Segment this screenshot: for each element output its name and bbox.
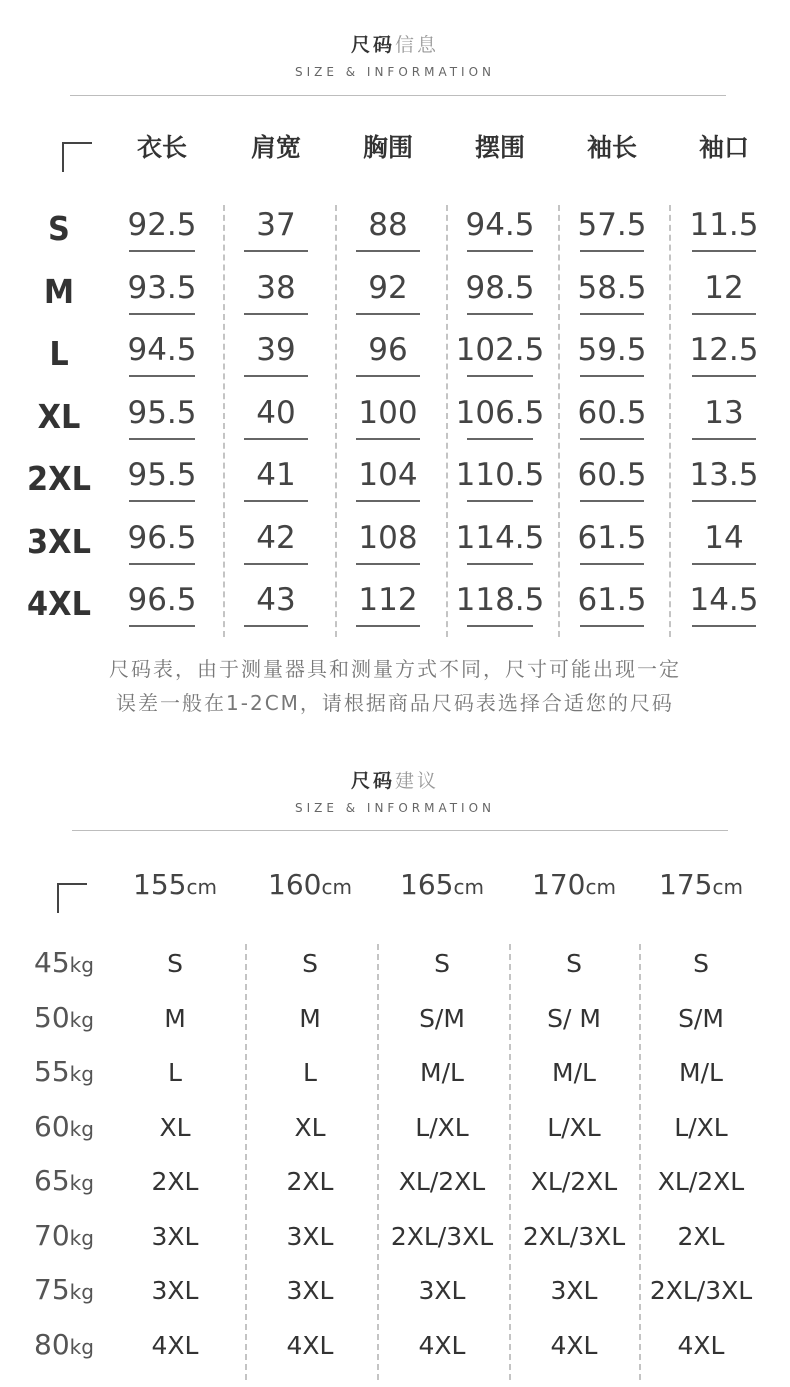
weight-label	[18, 1055, 110, 1088]
value-underline	[692, 438, 756, 440]
height-header	[508, 868, 640, 901]
value-underline	[129, 250, 195, 252]
weight-label	[18, 1328, 110, 1361]
value-underline	[244, 500, 308, 502]
recommended-size: 2XL	[151, 1167, 199, 1196]
recommended-size: 4XL	[151, 1330, 199, 1360]
measurement-value: 57.5	[577, 207, 647, 243]
value-underline	[580, 500, 644, 502]
weight-unit: kg	[69, 1007, 94, 1032]
height-unit: cm	[585, 875, 616, 899]
recommended-size: L/XL	[547, 1112, 601, 1142]
column-header: 肩宽	[250, 133, 301, 162]
measurement-value: 110.5	[455, 457, 545, 493]
measurement-value: 108	[358, 519, 418, 556]
recommended-size: 3XL	[286, 1221, 334, 1251]
measurement-value: 37	[256, 207, 296, 243]
value-underline	[244, 313, 308, 315]
measurement-value: 104	[358, 457, 418, 493]
recommended-size: M	[164, 1003, 186, 1033]
measurement-value: 13.5	[689, 457, 759, 493]
recommended-size: 2XL	[286, 1167, 334, 1196]
recommended-size: 3XL	[418, 1276, 466, 1305]
value-underline	[129, 563, 195, 565]
value-underline	[580, 625, 644, 627]
measurement-value: 59.5	[577, 332, 647, 368]
section-divider	[72, 830, 728, 831]
value-underline	[129, 313, 195, 315]
recommended-size: S/ M	[547, 1003, 601, 1033]
recommended-size: XL	[294, 1112, 326, 1142]
value-underline	[356, 438, 420, 440]
recommended-size: S/M	[678, 1003, 724, 1033]
corner-marker	[57, 883, 87, 913]
value-underline	[356, 313, 420, 315]
value-underline	[356, 500, 420, 502]
value-underline	[356, 250, 420, 252]
section-title-light: 建议	[395, 770, 440, 792]
size-suggestion-header	[0, 766, 790, 815]
measurement-value: 43	[256, 582, 296, 618]
recommended-size: 3XL	[286, 1276, 334, 1305]
recommended-size: S/M	[419, 1003, 465, 1033]
recommended-size: 4XL	[286, 1330, 334, 1360]
measurement-value: 96	[368, 332, 408, 368]
measurement-note	[0, 652, 790, 720]
height-value: 170	[532, 868, 586, 901]
weight-value: 80	[34, 1327, 70, 1361]
recommended-size: S	[167, 949, 183, 978]
value-underline	[580, 375, 644, 377]
measurement-value: 14.5	[689, 582, 759, 618]
value-underline	[467, 625, 533, 627]
value-underline	[129, 438, 195, 440]
section-subtitle: SIZE & INFORMATION	[294, 65, 496, 79]
size-label: 3XL	[27, 521, 91, 561]
recommended-size: XL/2XL	[398, 1167, 486, 1196]
weight-unit: kg	[69, 1062, 94, 1086]
recommended-size: XL	[159, 1112, 191, 1142]
recommended-size: M/L	[552, 1058, 596, 1087]
size-label: 4XL	[27, 584, 91, 623]
measurement-value: 13	[704, 394, 744, 431]
recommended-size: 3XL	[550, 1276, 598, 1305]
value-underline	[244, 438, 308, 440]
value-underline	[467, 375, 533, 377]
height-unit: cm	[712, 875, 743, 899]
value-underline	[244, 250, 308, 252]
measurement-value: 61.5	[577, 582, 647, 618]
section-title	[0, 766, 790, 793]
measurement-value: 118.5	[455, 582, 545, 618]
value-underline	[467, 438, 533, 440]
measurement-value: 114.5	[455, 519, 545, 556]
measurement-value: 96.5	[127, 519, 197, 556]
weight-value: 55	[34, 1055, 70, 1088]
value-underline	[692, 500, 756, 502]
weight-label	[18, 1001, 110, 1034]
section-divider	[70, 95, 726, 96]
measurement-value: 93.5	[127, 269, 197, 306]
measurement-value: 40	[256, 394, 296, 431]
recommended-size: 4XL	[677, 1330, 725, 1360]
value-underline	[692, 563, 756, 565]
measurement-value: 98.5	[465, 269, 535, 306]
height-unit: cm	[321, 875, 352, 899]
recommended-size: S	[434, 949, 450, 978]
value-underline	[467, 313, 533, 315]
value-underline	[580, 313, 644, 315]
recommended-size: 3XL	[151, 1276, 199, 1305]
measurement-value: 12.5	[689, 332, 759, 368]
value-underline	[580, 250, 644, 252]
measurement-value: 60.5	[577, 457, 647, 493]
recommended-size: 3XL	[151, 1221, 199, 1251]
value-underline	[356, 625, 420, 627]
measurement-value: 14	[704, 519, 744, 556]
measurement-value: 11.5	[689, 207, 759, 243]
measurement-value: 92	[368, 269, 408, 306]
column-header: 袖口	[698, 133, 749, 162]
measurement-value: 94.5	[465, 207, 535, 243]
measurement-value: 95.5	[127, 394, 197, 431]
recommended-size: L/XL	[674, 1112, 728, 1142]
value-underline	[692, 250, 756, 252]
weight-value: 60	[34, 1109, 70, 1143]
weight-unit: kg	[69, 1334, 94, 1359]
recommended-size: S	[693, 949, 709, 978]
recommended-size: L/XL	[415, 1112, 469, 1142]
weight-label	[18, 946, 110, 979]
height-unit: cm	[453, 875, 484, 899]
value-underline	[580, 438, 644, 440]
size-label: M	[43, 271, 75, 311]
weight-value: 75	[34, 1273, 70, 1306]
size-label: S	[48, 209, 70, 248]
column-header: 摆围	[474, 133, 525, 162]
weight-value: 65	[34, 1164, 70, 1197]
measurement-value: 41	[256, 457, 296, 493]
height-value: 165	[400, 868, 454, 901]
measurement-value: 102.5	[455, 332, 545, 368]
column-header: 衣长	[136, 133, 187, 162]
recommended-size: 4XL	[418, 1330, 466, 1360]
recommended-size: M	[299, 1003, 321, 1033]
size-label: 2XL	[27, 459, 91, 498]
section-title-bold: 尺码	[350, 770, 395, 792]
value-underline	[356, 375, 420, 377]
weight-unit: kg	[69, 1116, 94, 1141]
value-underline	[467, 250, 533, 252]
height-header	[376, 868, 508, 901]
measurement-value: 58.5	[577, 269, 647, 306]
height-header	[244, 868, 376, 901]
value-underline	[129, 375, 195, 377]
note-line-2: 误差一般在1-2CM，请根据商品尺码表选择合适您的尺码	[116, 691, 674, 715]
value-underline	[129, 625, 195, 627]
measurement-value: 96.5	[127, 582, 197, 618]
value-underline	[692, 313, 756, 315]
value-underline	[244, 625, 308, 627]
measurement-value: 100	[358, 394, 418, 431]
value-underline	[244, 563, 308, 565]
value-underline	[692, 625, 756, 627]
recommended-size: XL/2XL	[657, 1167, 745, 1196]
recommended-size: 2XL/3XL	[649, 1276, 753, 1305]
weight-label	[18, 1219, 110, 1252]
measurement-value: 88	[368, 207, 408, 243]
recommended-size: L	[303, 1058, 317, 1087]
measurement-value: 94.5	[127, 332, 197, 368]
recommended-size: L	[168, 1058, 182, 1087]
value-underline	[467, 563, 533, 565]
height-value: 155	[133, 868, 187, 901]
size-label: L	[49, 334, 69, 373]
note-line-1: 尺码表，由于测量器具和测量方式不同，尺寸可能出现一定	[109, 657, 681, 681]
measurement-value: 92.5	[127, 207, 197, 243]
recommended-size: S	[566, 949, 582, 978]
weight-label	[18, 1110, 110, 1143]
measurement-value: 106.5	[455, 394, 545, 431]
measurement-value: 39	[256, 332, 296, 368]
weight-unit: kg	[69, 1280, 94, 1304]
column-header: 胸围	[362, 133, 413, 162]
recommended-size: 4XL	[550, 1330, 598, 1360]
weight-unit: kg	[69, 953, 94, 977]
corner-marker	[62, 142, 92, 172]
height-header	[109, 868, 241, 901]
recommended-size: M/L	[420, 1058, 464, 1087]
weight-label	[18, 1164, 110, 1197]
section-title-light: 信息	[395, 34, 440, 56]
column-header: 袖长	[586, 133, 637, 162]
value-underline	[692, 375, 756, 377]
measurement-value: 38	[256, 269, 296, 306]
measurement-value: 95.5	[127, 457, 197, 493]
measurement-value: 42	[256, 519, 296, 556]
value-underline	[356, 563, 420, 565]
recommended-size: 2XL	[677, 1221, 725, 1251]
weight-value: 45	[34, 946, 70, 979]
recommended-size: XL/2XL	[530, 1167, 618, 1196]
value-underline	[244, 375, 308, 377]
height-unit: cm	[186, 875, 217, 899]
weight-unit: kg	[69, 1171, 94, 1195]
value-underline	[580, 563, 644, 565]
weight-value: 70	[34, 1218, 70, 1252]
recommended-size: M/L	[679, 1058, 723, 1087]
measurement-value: 112	[358, 582, 418, 618]
measurement-value: 60.5	[577, 394, 647, 431]
measurement-value: 12	[704, 269, 744, 306]
weight-unit: kg	[69, 1225, 94, 1250]
recommended-size: 2XL/3XL	[390, 1221, 494, 1251]
section-title	[0, 30, 790, 57]
recommended-size: S	[302, 949, 318, 978]
section-title-bold: 尺码	[350, 34, 395, 56]
height-header	[635, 868, 767, 901]
height-value: 160	[268, 868, 322, 901]
value-underline	[129, 500, 195, 502]
measurement-value: 61.5	[577, 519, 647, 556]
size-label: XL	[37, 396, 81, 436]
weight-value: 50	[34, 1000, 70, 1034]
value-underline	[467, 500, 533, 502]
size-info-header	[0, 30, 790, 79]
weight-label	[18, 1273, 110, 1306]
recommended-size: 2XL/3XL	[522, 1221, 626, 1251]
height-value: 175	[659, 868, 713, 901]
section-subtitle: SIZE & INFORMATION	[294, 801, 496, 815]
